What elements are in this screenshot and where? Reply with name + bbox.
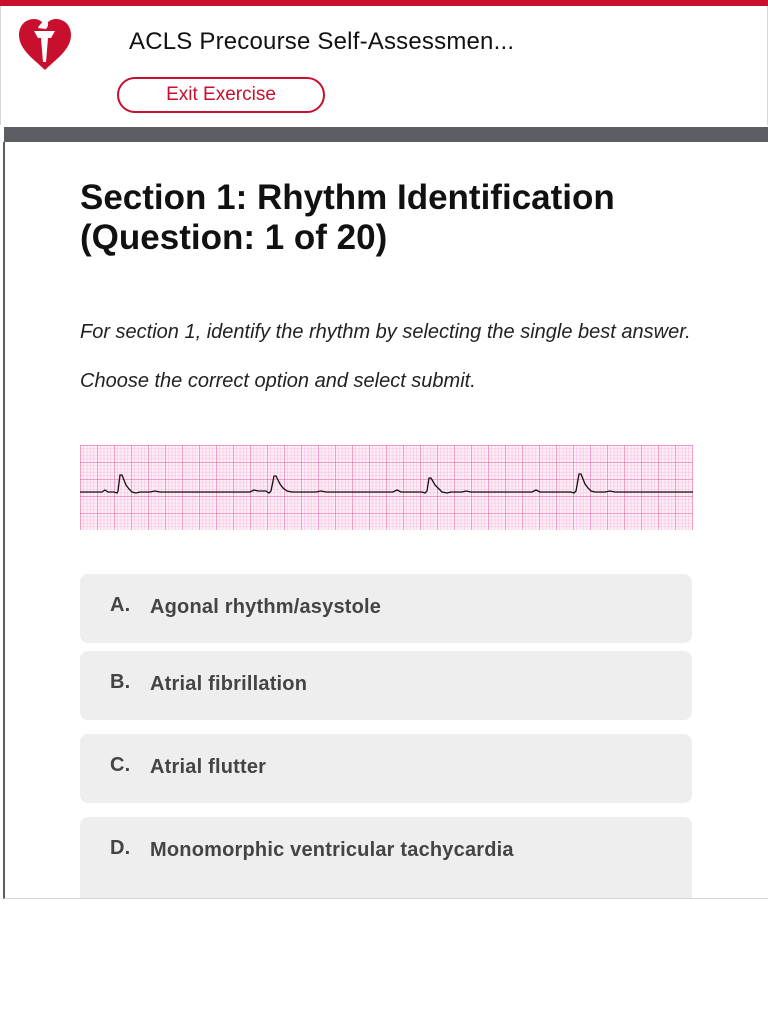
option-text: Atrial fibrillation [150, 673, 308, 695]
answer-option-b[interactable] [80, 651, 692, 720]
instruction-text: For section 1, identify the rhythm by selecting the single best answer. [80, 321, 691, 343]
option-text: Monomorphic ventricular tachycardia [150, 839, 514, 861]
option-text: Atrial flutter [150, 756, 267, 778]
question-panel [3, 142, 768, 899]
heart-torch-icon [15, 16, 75, 72]
option-letter: C. [110, 754, 131, 776]
progress-bar [4, 127, 768, 142]
answer-option-c[interactable] [80, 734, 692, 803]
ecg-rhythm-strip [80, 445, 693, 530]
answer-option-a[interactable] [80, 574, 692, 643]
exit-exercise-button[interactable]: Exit Exercise [117, 77, 325, 113]
app-title: ACLS Precourse Self-Assessmen... [129, 28, 515, 55]
section-title: Section 1: Rhythm Identification (Question: 1 of 20) [80, 178, 615, 257]
app-header [0, 6, 768, 125]
answer-option-d[interactable] [80, 817, 692, 899]
option-letter: A. [110, 594, 131, 616]
instruction-text: Choose the correct option and select submit. [80, 370, 476, 392]
option-letter: D. [110, 837, 131, 859]
instructions [80, 320, 720, 393]
option-letter: B. [110, 671, 131, 693]
option-text: Agonal rhythm/asystole [150, 596, 382, 618]
